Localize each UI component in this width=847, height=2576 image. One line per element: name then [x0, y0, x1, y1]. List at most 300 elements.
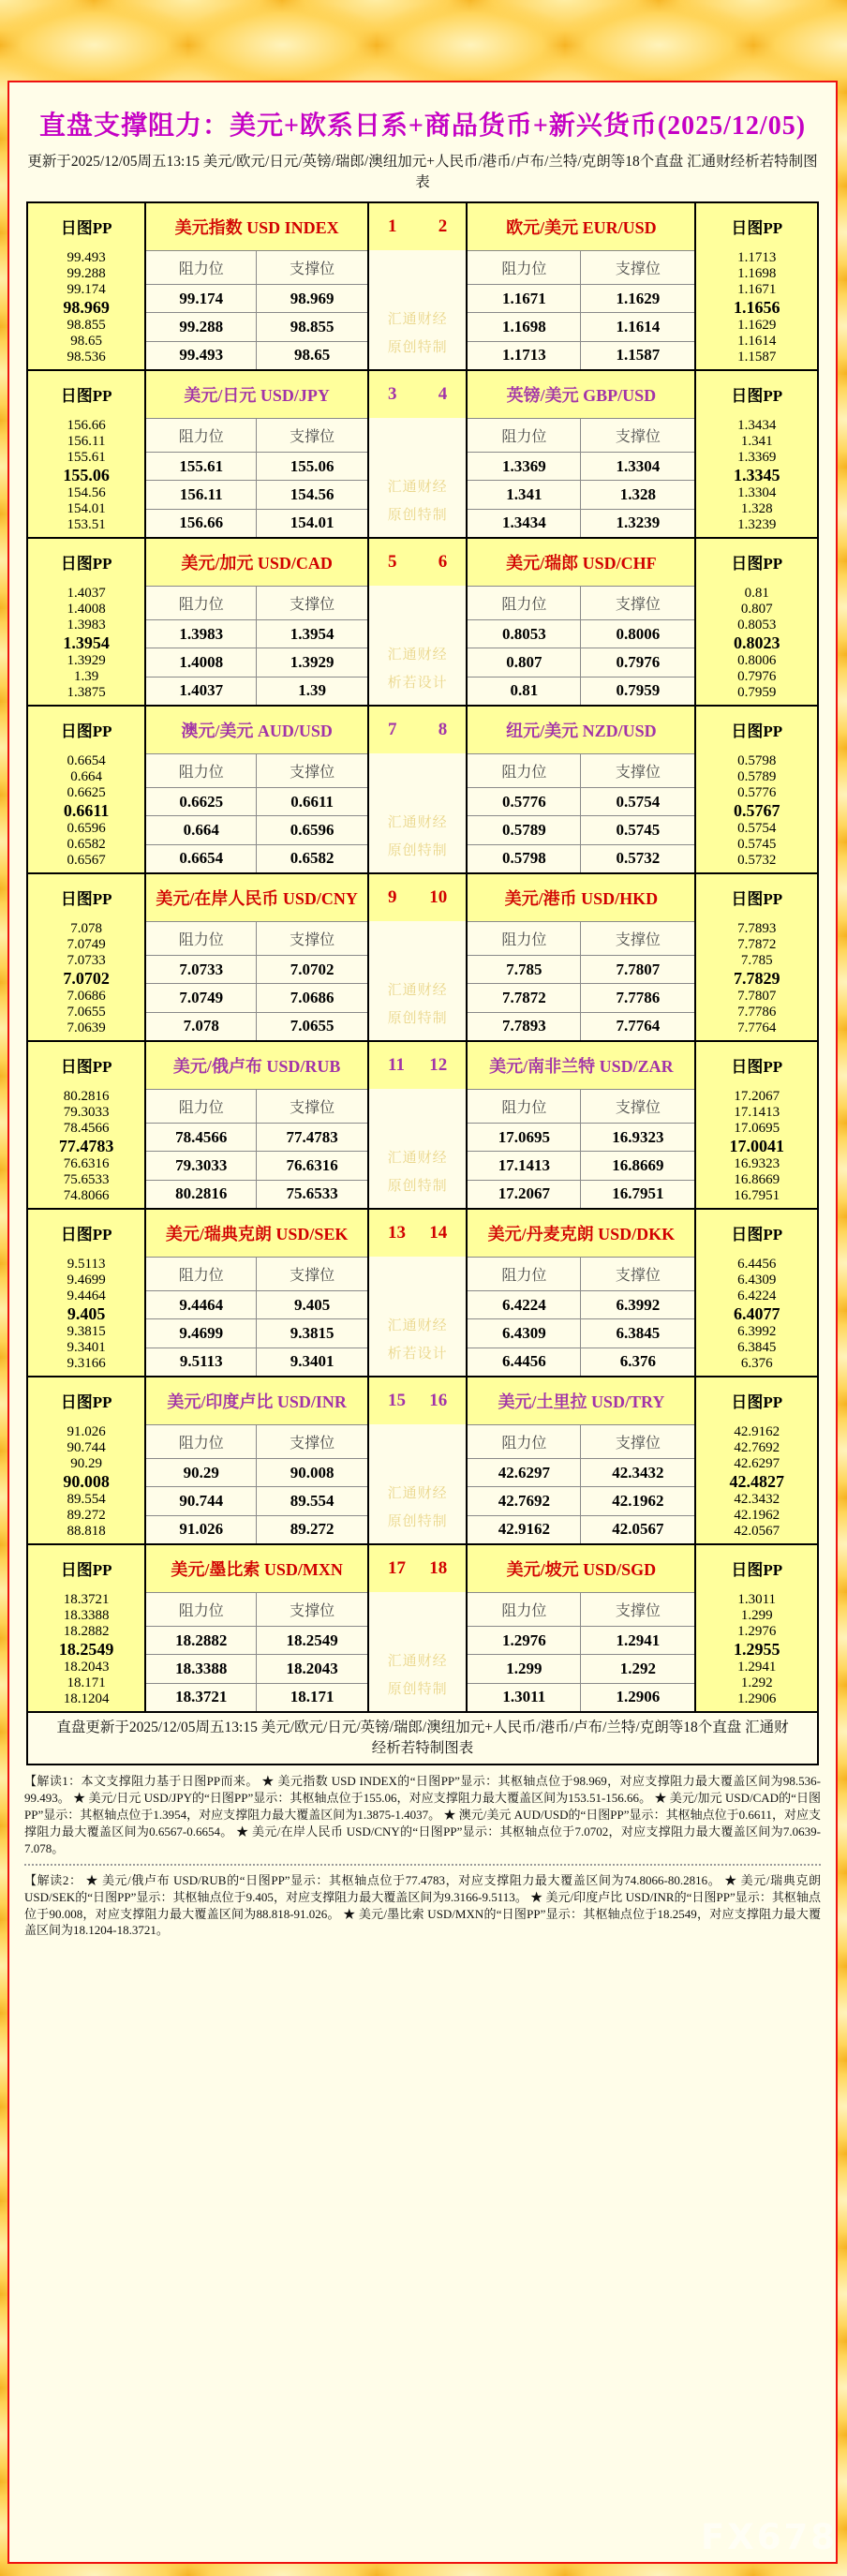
resistance-support-grid: [468, 753, 694, 872]
resistance-support-grid: [146, 1592, 367, 1711]
pair-block: [28, 872, 817, 1040]
pp-header-label: 日图PP: [60, 555, 112, 573]
pivot-value: 7.0702: [63, 968, 110, 988]
pivot-value: 9.405: [67, 1303, 106, 1323]
resistance-value: 155.61: [146, 452, 257, 480]
update-line: 更新于2025/12/05周五13:15 美元/欧元/日元/英镑/瑞郎/澳纽加元+人民币/港币/卢布/兰特/克朗等18个直盘 汇通财经析若特制图表: [27, 154, 818, 191]
pp-value: 7.0686: [67, 988, 106, 1004]
pp-value: 7.0733: [67, 952, 106, 968]
pp-column-left: [28, 874, 146, 1040]
pair-number-left: 13: [388, 1222, 407, 1243]
pp-values: [28, 921, 144, 1040]
resistance-header: 阻力位: [146, 1592, 257, 1626]
site-watermark: 汇通财经: [387, 1653, 448, 1669]
pp-values: [696, 1424, 817, 1543]
support-value: 6.3845: [581, 1318, 694, 1347]
pp-header-label: 日图PP: [60, 1393, 112, 1412]
pp-value: 88.818: [67, 1523, 106, 1539]
support-value: 89.272: [257, 1515, 367, 1543]
pair-numbers: [369, 539, 466, 586]
pp-value: 42.1962: [734, 1507, 780, 1523]
pair-number-right: 2: [438, 216, 448, 236]
pp-header-label: 日图PP: [60, 890, 112, 909]
support-value: 42.1962: [581, 1486, 694, 1514]
resistance-value: 7.7893: [468, 1012, 581, 1040]
pair-numbers: [369, 371, 466, 418]
pp-value: 1.39: [74, 668, 99, 684]
pair-number-left: 7: [388, 719, 397, 739]
resistance-support-grid: [146, 250, 367, 369]
site-watermark: 汇通财经: [387, 982, 448, 998]
pp-value: 99.288: [67, 265, 106, 281]
resistance-header: 阻力位: [146, 250, 257, 284]
support-value: 0.5754: [581, 787, 694, 815]
resistance-support-grid: [468, 418, 694, 537]
resistance-support-grid: [468, 1257, 694, 1376]
support-value: 154.56: [257, 480, 367, 508]
pivot-value: 0.5767: [733, 800, 780, 820]
pp-value: 90.29: [70, 1455, 103, 1471]
pp-values: [696, 418, 817, 537]
fx678-watermark: FX678: [700, 2517, 838, 2557]
resistance-value: 18.3388: [146, 1654, 257, 1682]
pair-number-right: 10: [429, 886, 448, 907]
support-value: 1.2941: [581, 1626, 694, 1654]
pp-value: 9.3166: [67, 1355, 106, 1371]
support-value: 9.3815: [257, 1318, 367, 1347]
site-watermark: 汇通财经: [387, 479, 448, 495]
pp-value: 0.5789: [737, 768, 777, 784]
resistance-header: 阻力位: [468, 250, 581, 284]
pp-values: [28, 586, 144, 705]
pp-value: 0.6582: [67, 836, 106, 852]
watermark-area: [369, 586, 466, 705]
pp-value: 1.3434: [737, 417, 777, 433]
resistance-header: 阻力位: [146, 418, 257, 452]
pair-numbers: [369, 707, 466, 753]
resistance-support-grid: [146, 1257, 367, 1376]
support-header: 支撑位: [257, 921, 367, 955]
resistance-value: 78.4566: [146, 1123, 257, 1151]
watermark-area: [369, 1089, 466, 1208]
pp-column-right: [694, 1042, 817, 1208]
pair-name: 纽元/美元 NZD/USD: [468, 707, 694, 753]
pair-table-right: [466, 371, 694, 537]
pivot-value: 1.2955: [733, 1639, 780, 1659]
support-header: 支撑位: [257, 250, 367, 284]
pair-table-right: [466, 1545, 694, 1711]
support-header: 支撑位: [581, 418, 694, 452]
resistance-value: 7.0733: [146, 955, 257, 983]
resistance-value: 17.2067: [468, 1180, 581, 1208]
support-value: 7.0686: [257, 983, 367, 1011]
pp-value: 154.56: [67, 484, 106, 500]
resistance-value: 1.341: [468, 480, 581, 508]
support-header: 支撑位: [581, 1257, 694, 1290]
pp-value: 80.2816: [63, 1088, 110, 1104]
pair-numbers: [369, 1377, 466, 1424]
watermark-area: [369, 1592, 466, 1711]
pp-value: 1.299: [740, 1607, 773, 1623]
resistance-header: 阻力位: [146, 1257, 257, 1290]
resistance-value: 1.1698: [468, 312, 581, 340]
resistance-value: 0.8053: [468, 619, 581, 648]
pp-values: [696, 586, 817, 705]
pp-value: 18.171: [67, 1675, 106, 1690]
resistance-value: 42.6297: [468, 1458, 581, 1486]
resistance-header: 阻力位: [468, 418, 581, 452]
support-header: 支撑位: [581, 586, 694, 619]
pp-value: 79.3033: [63, 1104, 110, 1120]
resistance-support-grid: [468, 250, 694, 369]
number-column: [367, 203, 466, 369]
site-watermark: 汇通财经: [387, 1318, 448, 1333]
resistance-value: 0.5798: [468, 844, 581, 872]
support-value: 1.3304: [581, 452, 694, 480]
pp-value: 89.554: [67, 1491, 106, 1507]
pp-value: 1.3239: [737, 516, 777, 532]
support-value: 1.39: [257, 677, 367, 705]
resistance-value: 17.0695: [468, 1123, 581, 1151]
pp-value: 0.6567: [67, 852, 106, 868]
resistance-support-grid: [468, 1424, 694, 1543]
pivot-value: 77.4783: [58, 1136, 114, 1155]
pivot-value: 17.0041: [729, 1136, 784, 1155]
pp-value: 42.0567: [734, 1523, 780, 1539]
pivot-value: 0.6611: [63, 800, 110, 820]
pp-value: 1.341: [740, 433, 773, 449]
pp-header-label: 日图PP: [60, 1561, 112, 1580]
resistance-value: 80.2816: [146, 1180, 257, 1208]
support-value: 42.0567: [581, 1515, 694, 1543]
pp-value: 6.376: [740, 1355, 773, 1371]
support-header: 支撑位: [581, 1592, 694, 1626]
pp-value: 6.3992: [737, 1323, 777, 1339]
support-header: 支撑位: [581, 753, 694, 787]
pp-value: 42.6297: [734, 1455, 780, 1471]
pp-values: [696, 753, 817, 872]
pair-block: [28, 537, 817, 705]
pp-value: 7.0639: [67, 1020, 106, 1035]
site-watermark: 汇通财经: [387, 1150, 448, 1166]
pivot-value: 6.4077: [733, 1303, 780, 1323]
site-watermark: 原创特制: [387, 339, 448, 355]
support-value: 7.7764: [581, 1012, 694, 1040]
pp-value: 9.3815: [67, 1323, 106, 1339]
pair-name: 美元/瑞典克朗 USD/SEK: [146, 1210, 367, 1257]
pp-column-right: [694, 371, 817, 537]
resistance-value: 6.4224: [468, 1290, 581, 1318]
pp-value: 1.3983: [67, 617, 106, 633]
resistance-value: 156.11: [146, 480, 257, 508]
pp-value: 17.0695: [734, 1120, 780, 1136]
pivot-value: 1.3345: [733, 465, 780, 484]
site-watermark: 原创特制: [387, 1681, 448, 1697]
resistance-support-grid: [146, 921, 367, 1040]
pair-block: [28, 1040, 817, 1208]
pp-value: 99.493: [67, 249, 106, 265]
pp-value: 1.1587: [737, 349, 777, 365]
pp-column-right: [694, 707, 817, 872]
pp-header-label: 日图PP: [60, 722, 112, 741]
pp-values: [28, 418, 144, 537]
pp-header-label: 日图PP: [731, 722, 783, 741]
pp-values: [28, 1257, 144, 1376]
resistance-support-grid: [146, 1089, 367, 1208]
pp-header-label: 日图PP: [731, 1058, 783, 1077]
resistance-value: 7.785: [468, 955, 581, 983]
resistance-value: 91.026: [146, 1515, 257, 1543]
support-value: 1.2906: [581, 1683, 694, 1711]
pair-table-right: [466, 203, 694, 369]
pp-value: 6.4309: [737, 1272, 777, 1288]
pair-number-left: 3: [388, 383, 397, 404]
content-panel: [7, 81, 838, 2564]
pp-value: 0.6596: [67, 820, 106, 836]
pp-column-right: [694, 874, 817, 1040]
pp-value: 156.11: [67, 433, 106, 449]
support-header: 支撑位: [581, 1424, 694, 1458]
pp-value: 7.785: [740, 952, 773, 968]
support-header: 支撑位: [257, 586, 367, 619]
pp-header-label: 日图PP: [731, 1226, 783, 1244]
number-column: [367, 1042, 466, 1208]
pp-value: 75.6533: [63, 1171, 110, 1187]
support-value: 7.0655: [257, 1012, 367, 1040]
pair-number-left: 5: [388, 551, 397, 572]
pivot-value: 18.2549: [58, 1639, 114, 1659]
support-value: 0.5745: [581, 815, 694, 843]
site-watermark: 原创特制: [387, 1178, 448, 1194]
support-value: 9.405: [257, 1290, 367, 1318]
pair-block: [28, 369, 817, 537]
pp-values: [28, 1089, 144, 1208]
resistance-value: 0.6654: [146, 844, 257, 872]
pp-value: 42.7692: [734, 1439, 780, 1455]
resistance-support-grid: [146, 586, 367, 705]
support-value: 0.7976: [581, 648, 694, 676]
resistance-value: 99.288: [146, 312, 257, 340]
pp-value: 42.3432: [734, 1491, 780, 1507]
resistance-value: 1.1671: [468, 284, 581, 312]
support-value: 77.4783: [257, 1123, 367, 1151]
pp-value: 9.3401: [67, 1339, 106, 1355]
support-value: 7.7807: [581, 955, 694, 983]
pair-number-left: 11: [388, 1054, 405, 1075]
pp-value: 16.8669: [734, 1171, 780, 1187]
support-value: 1.1614: [581, 312, 694, 340]
dotted-divider: [24, 1864, 821, 1866]
pair-number-right: 6: [438, 551, 448, 572]
pp-column-left: [28, 539, 146, 705]
pp-values: [28, 1592, 144, 1711]
support-value: 1.3929: [257, 648, 367, 676]
pp-header-label: 日图PP: [731, 555, 783, 573]
pp-value: 9.5113: [67, 1256, 106, 1272]
pp-value: 17.1413: [734, 1104, 780, 1120]
number-column: [367, 371, 466, 537]
pp-value: 7.7764: [737, 1020, 777, 1035]
resistance-value: 9.5113: [146, 1348, 257, 1376]
pair-name: 美元/加元 USD/CAD: [146, 539, 367, 586]
pp-values: [696, 250, 817, 369]
resistance-value: 7.0749: [146, 983, 257, 1011]
pair-table-left: [146, 539, 367, 705]
pp-value: 0.8053: [737, 617, 777, 633]
pp-value: 78.4566: [63, 1120, 110, 1136]
pp-value: 7.0749: [67, 936, 106, 952]
resistance-value: 1.4037: [146, 677, 257, 705]
watermark-area: [369, 418, 466, 537]
pp-values: [696, 1592, 817, 1711]
resistance-header: 阻力位: [468, 753, 581, 787]
resistance-header: 阻力位: [468, 921, 581, 955]
pp-value: 1.292: [740, 1675, 773, 1690]
support-header: 支撑位: [581, 1089, 694, 1123]
pair-block: [28, 1376, 817, 1543]
support-value: 42.3432: [581, 1458, 694, 1486]
resistance-value: 1.3369: [468, 452, 581, 480]
pair-numbers: [369, 874, 466, 921]
resistance-value: 18.2882: [146, 1626, 257, 1654]
support-value: 9.3401: [257, 1348, 367, 1376]
pair-name: 美元/墨比索 USD/MXN: [146, 1545, 367, 1592]
pp-value: 1.4037: [67, 585, 106, 601]
pp-value: 0.664: [70, 768, 103, 784]
pp-column-right: [694, 1545, 817, 1711]
pair-name: 美元/丹麦克朗 USD/DKK: [468, 1210, 694, 1257]
pp-value: 98.65: [70, 333, 103, 349]
pp-value: 1.1671: [737, 281, 777, 297]
resistance-value: 79.3033: [146, 1151, 257, 1179]
support-value: 16.8669: [581, 1151, 694, 1179]
site-watermark: 汇通财经: [387, 311, 448, 327]
pp-value: 18.3388: [63, 1607, 110, 1623]
pair-name: 美元/土里拉 USD/TRY: [468, 1377, 694, 1424]
pair-number-right: 4: [438, 383, 448, 404]
watermark-area: [369, 753, 466, 872]
pair-table-right: [466, 1377, 694, 1543]
pair-table-left: [146, 707, 367, 872]
support-value: 98.969: [257, 284, 367, 312]
resistance-header: 阻力位: [146, 1424, 257, 1458]
pp-header-label: 日图PP: [731, 1561, 783, 1580]
pivot-value: 155.06: [63, 465, 110, 484]
support-value: 89.554: [257, 1486, 367, 1514]
support-header: 支撑位: [257, 1592, 367, 1626]
watermark-area: [369, 250, 466, 369]
number-column: [367, 874, 466, 1040]
site-watermark: 原创特制: [387, 507, 448, 523]
pp-value: 1.2941: [737, 1659, 777, 1675]
pair-number-right: 8: [438, 719, 448, 739]
pair-block: [28, 203, 817, 369]
pp-value: 9.4464: [67, 1288, 106, 1303]
watermark-area: [369, 1424, 466, 1543]
resistance-header: 阻力位: [146, 921, 257, 955]
resistance-header: 阻力位: [146, 753, 257, 787]
pp-value: 18.2882: [63, 1623, 110, 1639]
pp-header-label: 日图PP: [60, 219, 112, 238]
number-column: [367, 539, 466, 705]
pair-table-right: [466, 874, 694, 1040]
resistance-support-grid: [146, 1424, 367, 1543]
notes-section: [22, 1767, 823, 1944]
pair-name: 美元/印度卢比 USD/INR: [146, 1377, 367, 1424]
resistance-header: 阻力位: [468, 1592, 581, 1626]
site-watermark: 析若设计: [387, 1346, 448, 1362]
site-watermark: 原创特制: [387, 842, 448, 858]
resistance-header: 阻力位: [146, 586, 257, 619]
support-value: 7.0702: [257, 955, 367, 983]
site-watermark: 原创特制: [387, 1513, 448, 1529]
pair-name: 美元/南非兰特 USD/ZAR: [468, 1042, 694, 1089]
pp-column-right: [694, 203, 817, 369]
support-value: 1.292: [581, 1654, 694, 1682]
pp-value: 0.8006: [737, 652, 777, 668]
pivot-value: 1.1656: [733, 297, 780, 317]
resistance-value: 99.493: [146, 341, 257, 369]
resistance-value: 1.3983: [146, 619, 257, 648]
support-value: 1.3239: [581, 509, 694, 537]
pp-value: 0.6625: [67, 784, 106, 800]
support-value: 1.1629: [581, 284, 694, 312]
pair-table-left: [146, 1042, 367, 1208]
pp-header-label: 日图PP: [731, 219, 783, 238]
resistance-value: 9.4464: [146, 1290, 257, 1318]
resistance-value: 1.1713: [468, 341, 581, 369]
pp-value: 16.7951: [734, 1187, 780, 1203]
resistance-value: 0.81: [468, 677, 581, 705]
pp-column-left: [28, 1377, 146, 1543]
pivot-value: 0.8023: [733, 633, 780, 652]
pp-value: 18.1204: [63, 1690, 110, 1706]
pp-column-right: [694, 1377, 817, 1543]
pp-value: 0.807: [740, 601, 773, 617]
pair-name: 美元/日元 USD/JPY: [146, 371, 367, 418]
pp-values: [28, 1424, 144, 1543]
resistance-value: 7.078: [146, 1012, 257, 1040]
pp-value: 90.744: [67, 1439, 106, 1455]
pair-number-right: 18: [429, 1557, 448, 1578]
pp-value: 6.4224: [737, 1288, 777, 1303]
resistance-value: 1.3011: [468, 1683, 581, 1711]
support-value: 18.171: [257, 1683, 367, 1711]
number-column: [367, 1377, 466, 1543]
pp-column-left: [28, 1545, 146, 1711]
pair-block: [28, 1208, 817, 1376]
support-value: 18.2549: [257, 1626, 367, 1654]
pair-name: 美元指数 USD INDEX: [146, 203, 367, 250]
resistance-header: 阻力位: [146, 1089, 257, 1123]
pp-value: 0.5732: [737, 852, 777, 868]
support-value: 1.328: [581, 480, 694, 508]
support-value: 98.65: [257, 341, 367, 369]
support-value: 7.7786: [581, 983, 694, 1011]
pp-value: 0.7976: [737, 668, 777, 684]
pp-column-left: [28, 1042, 146, 1208]
pair-block: [28, 1543, 817, 1711]
support-value: 18.2043: [257, 1654, 367, 1682]
pair-table-left: [146, 1377, 367, 1543]
support-header: 支撑位: [257, 1257, 367, 1290]
pp-value: 156.66: [67, 417, 106, 433]
pp-value: 6.3845: [737, 1339, 777, 1355]
resistance-value: 1.299: [468, 1654, 581, 1682]
support-value: 98.855: [257, 312, 367, 340]
pair-number-right: 14: [429, 1222, 448, 1243]
pair-number-right: 12: [429, 1054, 448, 1075]
